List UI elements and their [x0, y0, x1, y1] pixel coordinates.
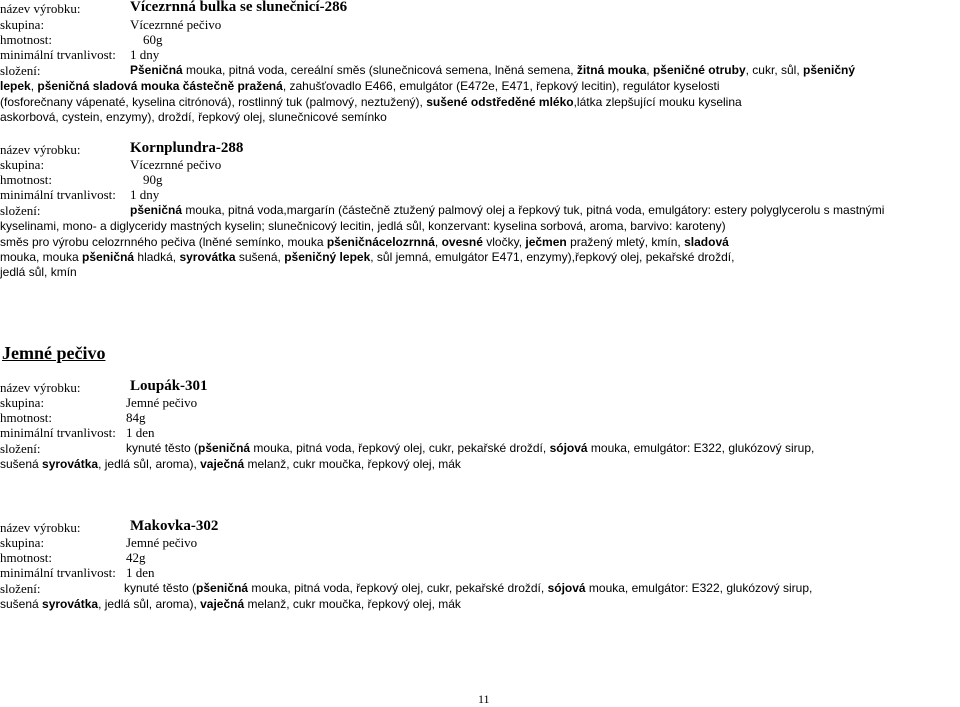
allergen-text: pšeničný	[803, 63, 856, 77]
label-shelf-life: minimální trvanlivost:	[0, 187, 116, 202]
allergen-text: pšeničná	[196, 581, 249, 595]
ingredients-line	[130, 204, 884, 216]
product-group: Jemné pečivo	[126, 535, 198, 550]
ingredient-text: , cukr, sůl,	[745, 63, 803, 77]
label-ingredients: složení:	[0, 441, 41, 456]
page-number: 11	[478, 692, 490, 706]
ingredient-text: pražený mletý, kmín,	[566, 235, 685, 249]
label-weight: hmotnost:	[0, 410, 53, 425]
section-heading: Jemné pečivo	[2, 343, 106, 363]
allergen-text: lepek	[0, 79, 31, 93]
allergen-text: vaječná	[200, 457, 245, 471]
ingredient-text: jedlá sůl, kmín	[0, 265, 77, 279]
allergen-text: sójová	[549, 441, 588, 455]
ingredient-text: melanž, cukr moučka, řepkový olej, mák	[244, 597, 461, 611]
allergen-text: pšeničný lepek	[284, 250, 371, 264]
ingredient-text: směs pro výrobu celozrnného pečiva (lněné semínko, mouka	[0, 235, 327, 249]
ingredients-line	[0, 236, 729, 248]
label-ingredients: složení:	[0, 581, 41, 596]
ingredients-line	[0, 96, 742, 108]
label-name: název výrobku:	[0, 142, 81, 157]
ingredient-text: sušená,	[235, 250, 285, 264]
ingredients-line	[0, 458, 461, 470]
allergen-text: ječmen	[525, 235, 567, 249]
label-shelf-life: minimální trvanlivost:	[0, 47, 116, 62]
ingredient-text: ,	[30, 79, 38, 93]
label-ingredients: složení:	[0, 203, 41, 218]
product-weight: 84g	[126, 410, 146, 425]
label-group: skupina:	[0, 535, 45, 550]
label-name: název výrobku:	[0, 520, 81, 535]
ingredient-text: melanž, cukr moučka, řepkový olej, mák	[244, 457, 461, 471]
ingredient-text: kynuté těsto (	[126, 441, 199, 455]
ingredient-text: mouka, pitná voda, řepkový olej, cukr, pekařské droždí,	[250, 441, 550, 455]
allergen-text: syrovátka	[42, 597, 99, 611]
allergen-text: sladová	[684, 235, 729, 249]
ingredient-text: sušená	[0, 457, 43, 471]
label-group: skupina:	[0, 395, 45, 410]
product-group: Vícezrnné pečivo	[130, 157, 222, 172]
product-group: Vícezrnné pečivo	[130, 17, 222, 32]
ingredient-text: vločky,	[482, 235, 526, 249]
label-name: název výrobku:	[0, 380, 81, 395]
product-weight: 90g	[143, 172, 163, 187]
label-weight: hmotnost:	[0, 550, 53, 565]
ingredient-text: hladká,	[134, 250, 180, 264]
ingredient-text: sušená	[0, 597, 43, 611]
allergen-text: žitná mouka	[576, 63, 647, 77]
ingredient-text: mouka, emulgátor: E322, glukózový sirup,	[587, 441, 815, 455]
ingredient-text: kynuté těsto (	[124, 581, 197, 595]
allergen-text: vaječná	[200, 597, 245, 611]
product-name: Loupák-301	[130, 378, 208, 394]
ingredient-text: , jedlá sůl, aroma),	[98, 597, 201, 611]
ingredients-line	[124, 582, 812, 594]
product-group: Jemné pečivo	[126, 395, 198, 410]
allergen-text: syrovátka	[42, 457, 99, 471]
ingredient-text: , zahušťovadlo E466, emulgátor (E472e, E471, řepkový lecitin), regulátor kyselosti	[282, 79, 720, 93]
allergen-text: pšeničnácelozrnná	[326, 235, 435, 249]
label-weight: hmotnost:	[0, 172, 53, 187]
product-weight: 42g	[126, 550, 146, 565]
ingredient-text: mouka, mouka	[0, 250, 83, 264]
ingredient-text: ,	[434, 235, 442, 249]
ingredient-text: mouka, pitná voda, cereální směs (slunečnicová semena, lněná semena,	[182, 63, 577, 77]
ingredients-line	[0, 111, 387, 123]
allergen-text: pšeničná	[198, 441, 251, 455]
allergen-text: sušené odstředěné mléko	[426, 95, 574, 109]
ingredient-text: , jedlá sůl, aroma),	[98, 457, 201, 471]
allergen-text: ovesné	[441, 235, 483, 249]
label-group: skupina:	[0, 17, 45, 32]
ingredients-line	[0, 80, 720, 92]
ingredients-line	[0, 251, 734, 263]
label-ingredients: složení:	[0, 63, 41, 78]
label-shelf-life: minimální trvanlivost:	[0, 565, 116, 580]
product-name: Vícezrnná bulka se slunečnicí-286	[130, 0, 348, 15]
allergen-text: pšeničné otruby	[652, 63, 746, 77]
label-weight: hmotnost:	[0, 32, 53, 47]
ingredients-line	[130, 64, 855, 76]
ingredients-line	[0, 220, 726, 232]
product-shelf-life: 1 dny	[130, 47, 160, 62]
allergen-text: pšeničná	[82, 250, 135, 264]
label-group: skupina:	[0, 157, 45, 172]
allergen-text: sójová	[547, 581, 586, 595]
ingredient-text: , sůl jemná, emulgátor E471, enzymy),řepkový olej, pekařské droždí,	[370, 250, 735, 264]
ingredient-text: kyselinami, mono- a diglyceridy mastných kyselin; slunečnicový lecitin, jedlá sůl, konzervant: kyselina sorbová, aroma, barvivo: karoteny)	[0, 219, 726, 233]
ingredient-text: (fosforečnany vápenaté, kyselina citrónová), rostlinný tuk (palmový, neztužený),	[0, 95, 427, 109]
ingredients-line	[0, 266, 77, 278]
product-weight: 60g	[143, 32, 163, 47]
allergen-text: pšeničná	[130, 203, 183, 217]
label-name: název výrobku:	[0, 1, 81, 16]
product-name: Makovka-302	[130, 518, 219, 534]
product-shelf-life: 1 den	[126, 565, 155, 580]
allergen-text: pšeničná sladová mouka částečně pražená	[37, 79, 283, 93]
ingredients-line	[126, 442, 814, 454]
allergen-text: Pšeničná	[130, 63, 183, 77]
ingredient-text: ,látka zlepšující mouku kyselina	[573, 95, 742, 109]
ingredient-text: askorbová, cystein, enzymy), droždí, řepkový olej, slunečnicové semínko	[0, 110, 387, 124]
product-name: Kornplundra-288	[130, 140, 244, 156]
ingredient-text: ,	[646, 63, 653, 77]
allergen-text: syrovátka	[179, 250, 236, 264]
label-shelf-life: minimální trvanlivost:	[0, 425, 116, 440]
ingredient-text: mouka, emulgátor: E322, glukózový sirup,	[585, 581, 813, 595]
product-shelf-life: 1 den	[126, 425, 155, 440]
product-shelf-life: 1 dny	[130, 187, 160, 202]
ingredient-text: mouka, pitná voda,margarín (částečně ztužený palmový olej a řepkový tuk, pitná voda, emulgátory: estery polyglycerolu s mastnými	[182, 203, 885, 217]
ingredients-line	[0, 598, 461, 610]
ingredient-text: mouka, pitná voda, řepkový olej, cukr, pekařské droždí,	[248, 581, 548, 595]
